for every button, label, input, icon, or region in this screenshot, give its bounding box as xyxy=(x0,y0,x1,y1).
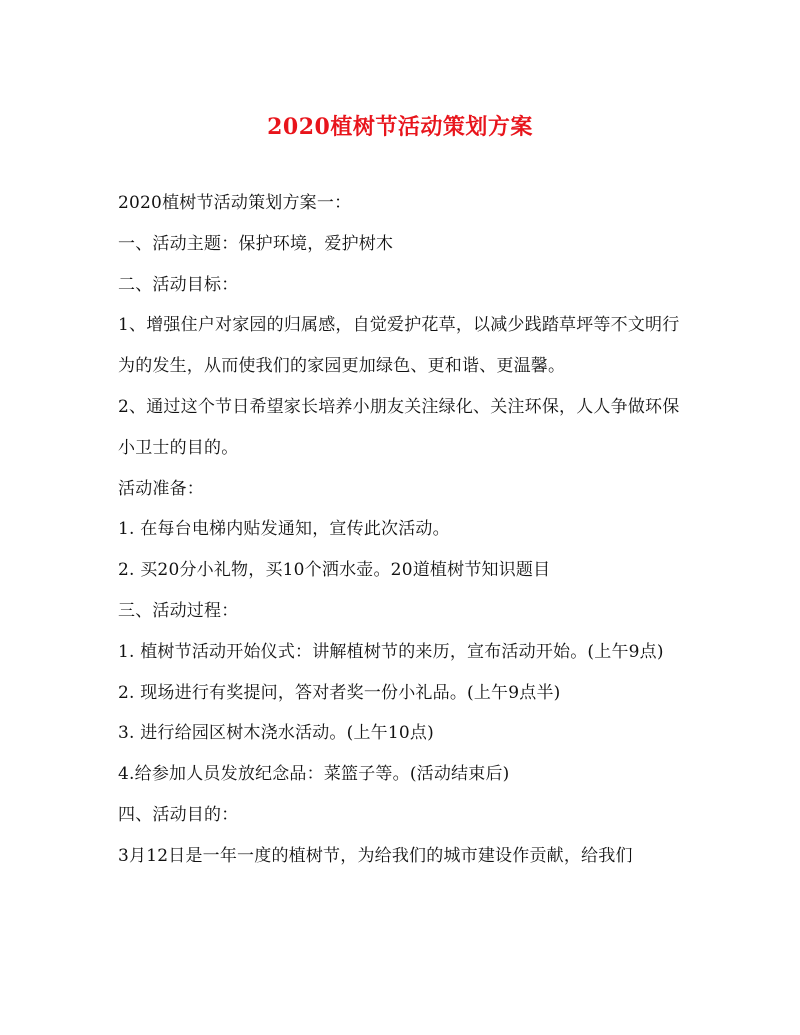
paragraph-process-4: 4.给参加人员发放纪念品：菜篮子等。(活动结束后) xyxy=(118,764,510,785)
paragraph-goals-heading: 二、活动目标： xyxy=(118,274,239,295)
paragraph-process-2: 2. 现场进行有奖提问，答对者奖一份小礼品。(上午9点半) xyxy=(118,682,561,703)
paragraph-process-heading: 三、活动过程： xyxy=(118,600,239,621)
paragraph-preparation-1: 1. 在每台电梯内贴发通知，宣传此次活动。 xyxy=(118,519,450,540)
paragraph-plan-one-heading: 2020植树节活动策划方案一： xyxy=(118,193,352,213)
paragraph-goal-2: 2、通过这个节日希望家长培养小朋友关注绿化、关注环保，人人争做环保小卫士的目的。 xyxy=(118,396,680,458)
paragraph-purpose-text: 3月12日是一年一度的植树节，为给我们的城市建设作贡献，给我们 xyxy=(118,845,633,866)
paragraph-process-3: 3. 进行给园区树木浇水活动。(上午10点) xyxy=(118,723,434,744)
document-title: 2020植树节活动策划方案 xyxy=(267,114,533,140)
paragraph-purpose-heading: 四、活动目的： xyxy=(118,804,239,825)
paragraph-preparation-2: 2. 买20分小礼物，买10个洒水壶。20道植树节知识题目 xyxy=(118,560,551,581)
paragraph-goal-1: 1、增强住户对家园的归属感，自觉爱护花草，以减少践踏草坪等不文明行为的发生，从而使我们的家园更加绿色、更和谐、更温馨。 xyxy=(118,315,680,377)
document-body xyxy=(118,183,688,877)
paragraph-preparation-heading: 活动准备： xyxy=(118,478,204,499)
paragraph-theme: 一、活动主题：保护环境，爱护树木 xyxy=(118,233,394,254)
paragraph-process-1: 1. 植树节活动开始仪式：讲解植树节的来历，宣布活动开始。(上午9点) xyxy=(118,641,664,662)
